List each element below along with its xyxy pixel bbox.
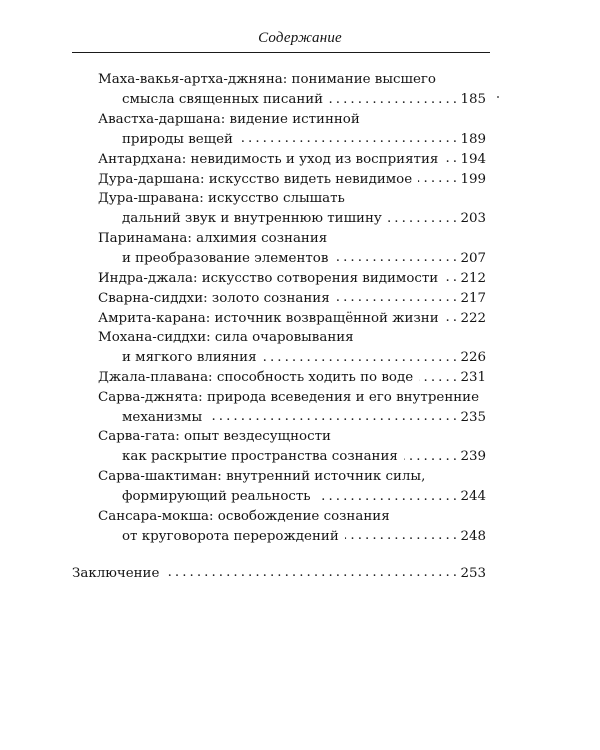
dot-leader: [388, 209, 457, 222]
toc-entry-title: Дура-даршана: искусство видеть невидимое: [98, 171, 413, 187]
dot-leader: [329, 90, 456, 103]
toc-entry-title-continuation: природы вещей: [122, 131, 233, 147]
toc-entry-title-continuation: как раскрытие пространства сознания: [122, 449, 398, 465]
toc-page-number: 199: [460, 171, 486, 187]
toc-page-number: 235: [460, 409, 486, 425]
toc-entries: [72, 70, 486, 546]
toc-entry-title: Сварна-сиддхи: золото сознания: [98, 290, 330, 306]
toc-entry[interactable]: [72, 189, 486, 229]
toc-page-number: 189: [460, 131, 486, 147]
dot-leader: [208, 407, 456, 420]
toc-page-number: 185: [460, 91, 486, 107]
dot-leader: [445, 308, 457, 321]
toc-page-number: 203: [460, 211, 486, 227]
toc-page-number: 217: [460, 290, 486, 306]
toc-entry[interactable]: [72, 507, 486, 547]
toc-entry[interactable]: [72, 328, 486, 368]
toc-entry[interactable]: [72, 110, 486, 150]
toc-entry-title: Сансара-мокша: освобождение сознания: [98, 508, 390, 524]
toc-page-number: 248: [460, 528, 486, 544]
toc-entry-title-continuation: механизмы: [122, 409, 203, 425]
dot-leader: [444, 149, 456, 162]
print-speck: [497, 96, 499, 98]
toc-entry-title: Антардхана: невидимость и уход из восприятия: [98, 151, 439, 167]
dot-leader: [239, 129, 456, 142]
toc-entry[interactable]: [72, 229, 486, 269]
dot-leader: [418, 169, 456, 182]
toc-entry[interactable]: [72, 169, 486, 189]
dot-leader: [419, 368, 456, 381]
toc-page-number: 212: [460, 270, 486, 286]
toc-entry-title: Маха-вакья-артха-джняна: понимание высшего: [98, 72, 436, 87]
toc-entry[interactable]: [72, 288, 486, 308]
running-header: Содержание: [258, 30, 342, 46]
toc-entry[interactable]: [72, 368, 486, 388]
dot-leader: [263, 348, 457, 361]
toc-page-number: 239: [460, 449, 486, 465]
toc-entry-title-continuation: от круговорота перерождений: [122, 528, 339, 544]
toc-entry-title: Паринамана: алхимия сознания: [98, 230, 328, 246]
table-of-contents: [72, 70, 486, 583]
dot-leader: [336, 288, 457, 301]
toc-entry-title-continuation: смысла священных писаний: [122, 91, 324, 107]
toc-entry-title: Сарва-шактиман: внутренний источник силы,: [98, 468, 426, 484]
toc-page-number: 207: [460, 250, 486, 266]
dot-leader: [345, 526, 457, 539]
toc-page-number: 253: [460, 565, 486, 581]
toc-page-number: 194: [460, 151, 486, 167]
toc-entry-title-continuation: формирующий реальность: [122, 488, 311, 504]
toc-entry-title-continuation: и мягкого влияния: [122, 350, 257, 366]
toc-entry[interactable]: [72, 427, 486, 467]
toc-entry-title: Амрита-карана: источник возвращённой жизни: [98, 310, 439, 326]
toc-entry-title-continuation: дальний звук и внутреннюю тишину: [122, 211, 382, 227]
toc-entry-title: Дура-шравана: искусство слышать: [98, 191, 345, 207]
dot-leader: [404, 447, 457, 460]
toc-page-number: 226: [460, 350, 486, 366]
dot-leader: [317, 487, 457, 500]
toc-entry-title: Мохана-сиддхи: сила очаровывания: [98, 330, 354, 346]
toc-entry-title: Индра-джала: искусство сотворения видимости: [98, 270, 439, 286]
toc-entry[interactable]: [72, 70, 486, 110]
toc-entry[interactable]: [72, 467, 486, 507]
toc-entry[interactable]: [72, 268, 486, 288]
toc-page-number: 231: [460, 370, 486, 386]
toc-entry-title: Джала-плавана: способность ходить по воде: [98, 370, 414, 386]
dot-leader: [444, 268, 456, 281]
toc-entry-title: Авастха-даршана: видение истинной: [98, 111, 360, 127]
toc-page-number: 244: [460, 488, 486, 504]
toc-entry[interactable]: [72, 149, 486, 169]
toc-entry-title: Заключение: [72, 565, 160, 581]
toc-entry-title: Сарва-джнята: природа всеведения и его внутренние: [98, 389, 480, 405]
dot-leader: [334, 248, 456, 261]
toc-entry[interactable]: [72, 308, 486, 328]
toc-entry-conclusion[interactable]: [72, 563, 486, 583]
dot-leader: [165, 563, 456, 576]
header-rule: [72, 52, 490, 53]
toc-entry[interactable]: [72, 388, 486, 428]
toc-entry-title-continuation: и преобразование элементов: [122, 250, 329, 266]
toc-page-number: 222: [460, 310, 486, 326]
toc-entry-title: Сарва-гата: опыт вездесущности: [98, 429, 331, 445]
